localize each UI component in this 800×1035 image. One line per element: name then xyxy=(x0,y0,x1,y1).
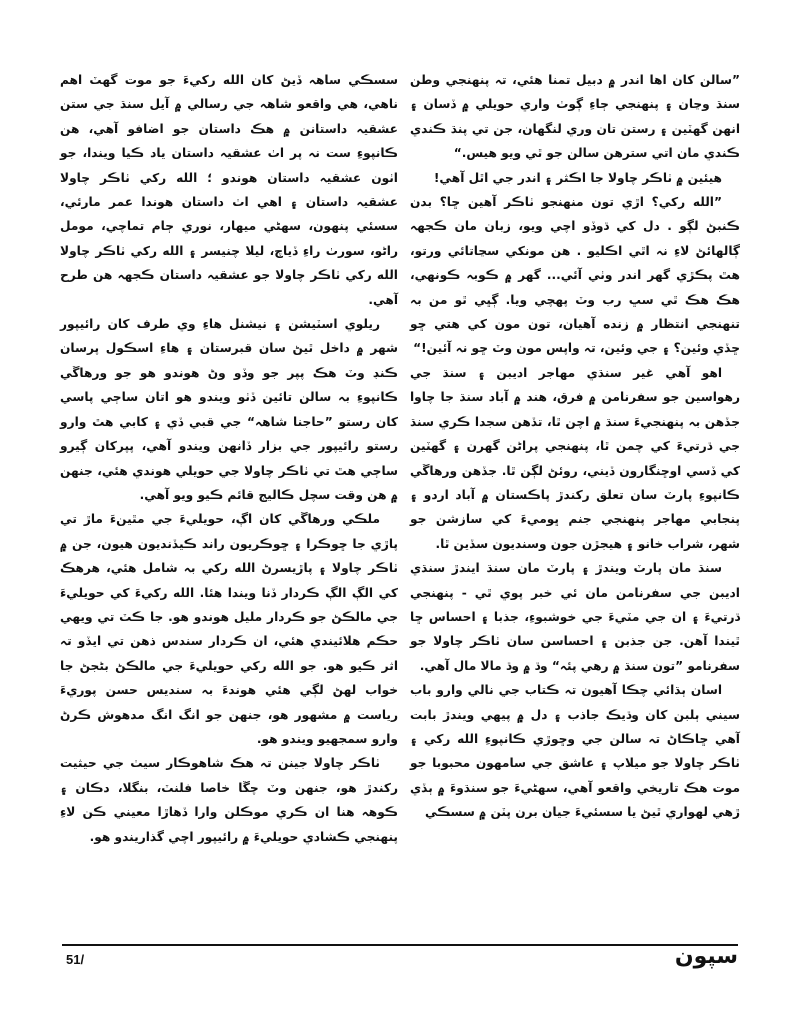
left-text-column xyxy=(60,68,398,849)
paragraph: سنڌ مان پارٽ ويندڙ ۽ پارٽ مان سنڌ ايندڙ سنڌي اديبن جي سفرنامن مان ئي خبر پوي ٿي - پنهنجي ڌرتيءَ ۽ ان جي مٽيءَ جي خوشبوءِ، جذبا ۽ احساس ڇا ٿيندا آهن. جن جذبن ۽ احساسن سان ٺاڪر چاولا جو سفرنامو ”تون سنڌ ۾ رهي پئہ“ وڌ ۾ وڌ مالا مال آهي. xyxy=(410,561,740,673)
paragraph: سسڪي ساهہ ڏيڻ کان الله رکيءَ جو موت گهٽ اهم ناهي، هي واقعو شاهہ جي رسالي ۾ آيل سنڌ جي ستن عشقيہ داستانن ۾ هڪ داستان جو اضافو آهي، هن ڪانپوءِ ست نہ پر اٺ عشقيہ داستان ياد ڪيا ويندا، جو اٺون عشقيہ داستان هوندو ؛ الله رکي ٺاڪر چاولا عشقيہ داستان ۽ اهي اٺ داستان هوندا عمر مارئي، سسئي پنهون، سهڻي ميهار، نوري ڄام تماچي، مومل راڻو، سورٺ راءِ ڏياچ، ليلا چنيسر ۽ الله رکي ٺاڪر چاولا الله رکي ٺاڪر چاولا جو عشقيہ داستان ڪجهہ هن طرح آهي. xyxy=(60,73,398,307)
magazine-name: سپون xyxy=(674,944,738,969)
right-text-column xyxy=(410,68,740,825)
paragraph: ”سالن کان اها اندر ۾ دبيل تمنا هئي، تہ پنهنجي وطن سنڌ وڃان ۽ پنهنجي ڄاءِ ڳوٺ واري حويلي ۾ ڏسان ۽ انهن گهٽين ۽ رستن تان وري لنگهان، جن تي پنڌ ڪندي ڪندي مان اتي سترهن سالن جو ٿي ويو هيس.“ xyxy=(410,73,740,161)
footer-divider xyxy=(62,944,738,946)
paragraph: ريلوي اسٽيشن ۽ نيشنل هاءِ وي طرف کان رائيپور شهر ۾ داخل ٿيڻ سان قبرستان ۽ هاءِ اسڪول پرسان ڪنڊ وٽ هڪ پپر جو وڏو وڻ هوندو هو جو ورهاڱي ڪانپوءِ بہ سالن تائين ڏٺو ويندو هو اتان ساڄي پاسي کان رستو ”حاجنا شاهہ“ جي قبي ڏي ۽ کابي هٿ وارو رستو رائيپور جي بزار ڏانهن ويندو آهي، پپرکان ڳيرو ساڄي هٿ تي ٺاڪر چاولا جي حويلي هوندي هئي، جنهن ۾ هن وقت سچل ڪاليج قائم ڪيو ويو آهي. xyxy=(60,317,398,502)
page-number: 51/ xyxy=(66,952,85,967)
paragraph: ملڪي ورهاڱي کان اڳ، حويليءَ جي مٿينءَ ماڙ تي پاڙي جا ڇوڪرا ۽ ڇوڪريون راند ڪيڏنديون هيون، جن ۾ ٺاڪر چاولا ۽ پاڙيسرڻ الله رکي بہ شامل هئي، هرهڪ کي الڳ الڳ ڪردار ڏنا ويندا هئا. الله رکيءَ کي حويليءَ جي مالڪڻ جو ڪردار مليل هوندو هو. جا ڪٽ تي ويهي حڪم هلائيندي هئي، ان ڪردار سندس ذهن تي ايڏو تہ اثر ڪيو هو. جو الله رکي حويليءَ جي مالڪڻ بڻجڻ جا خواب لهڻ لڳي هئي هوندءَ بہ سنديس حسن پوريءَ رياست ۾ مشهور هو، جنهن جو انگ انگ مدهوش ڪرڻ وارو سمجهيو ويندو هو. xyxy=(60,512,398,746)
paragraph: اهو آهي غير سنڌي مهاجر اديبن ۽ سنڌ جي رهواسين جو سفرنامن ۾ فرق، هند ۾ آباد سنڌ جا چاوا جڏهن بہ پنهنجيءَ سنڌ ۾ اچن ٿا، تڏهن سجدا ڪري سنڌ جي ڌرتيءَ کي چمن ٿا، پنهنجي پراڻن گهرن ۽ گهٽين کي ڏسي اوڇنگارون ڏيني، روئڻ لڳن ٿا. جڏهن ورهاڱي ڪانپوءِ پارٽ سان تعلق رکندڙ پاڪستان ۾ آباد اردو ۽ پنجابي مهاجر پنهنجي جنم ڀوميءَ کي سازشن جو شهر، شراب خانو ۽ هيجڙن جون وسنديون سڏين ٿا. xyxy=(410,365,740,551)
paragraph: ٺاڪر چاولا جينن تہ هڪ شاهوڪار سيٺ جي حيثيت رکندڙ هو، جنهن وٽ چڱا خاصا فلنٽ، بنگلا، دڪان ۽ ڪوهہ هنا ان ڪري موڪلن وارا ڏهاڙا معيني ڪن لاءِ پنهنجي ڪشادي حويليءَ ۾ رائيپور اچي گذاريندو هو. xyxy=(60,756,398,844)
paragraph: ”الله رکي؟ اڙي تون منهنجو ٺاڪر آهين ڇا؟ بدن ڪنبڻ لڳو . دل کي ڌوڏو اچي ويو، زبان مان ڪجهہ ڳالهائڻ لاءِ نہ اٿي اڪليو . هن مونکي سڃاتائي ورتو، هٿ پڪڙي گهر اندر وٺي آئي... گهر ۾ ڪوبہ ڪونهي، هڪ هڪ ٿي سڀ رب وٽ پهچي ويا. ڳڀي ٿو من بہ تنهنجي انتظار ۾ زنده آهيان، تون مون کي هتي ڇو ڇڏي وئين؟ ۽ جي وئين، تہ واپس مون وٽ ڇو نہ آئين!“ xyxy=(410,195,740,356)
paragraph: هيئين ۾ ٺاڪر چاولا جا اڪثر ۽ اندر جي اٿل آهي! xyxy=(433,170,722,185)
paragraph: اسان ٻڌائي چڪا آهيون تہ ڪتاب جي نالي وارو باب سيني ٻلبن کان وڌيڪ جاذب ۽ دل ۾ پيهي ويندڙ بابت آهي ڇاڪاڻ تہ سالن جي وڇوڙي ڪانپوءِ الله رکي ۽ ٺاڪر چاولا جو ميلاپ ۽ عاشق جي سامهون محبوبا جو موت هڪ تاريخي واقعو آهي، سهڻيءَ جو سنڌوءَ ۾ ٻڏي ڙهي لهواري ٿيڻ يا سسئيءَ جيان برن پٽن ۾ سسڪي xyxy=(410,683,740,820)
